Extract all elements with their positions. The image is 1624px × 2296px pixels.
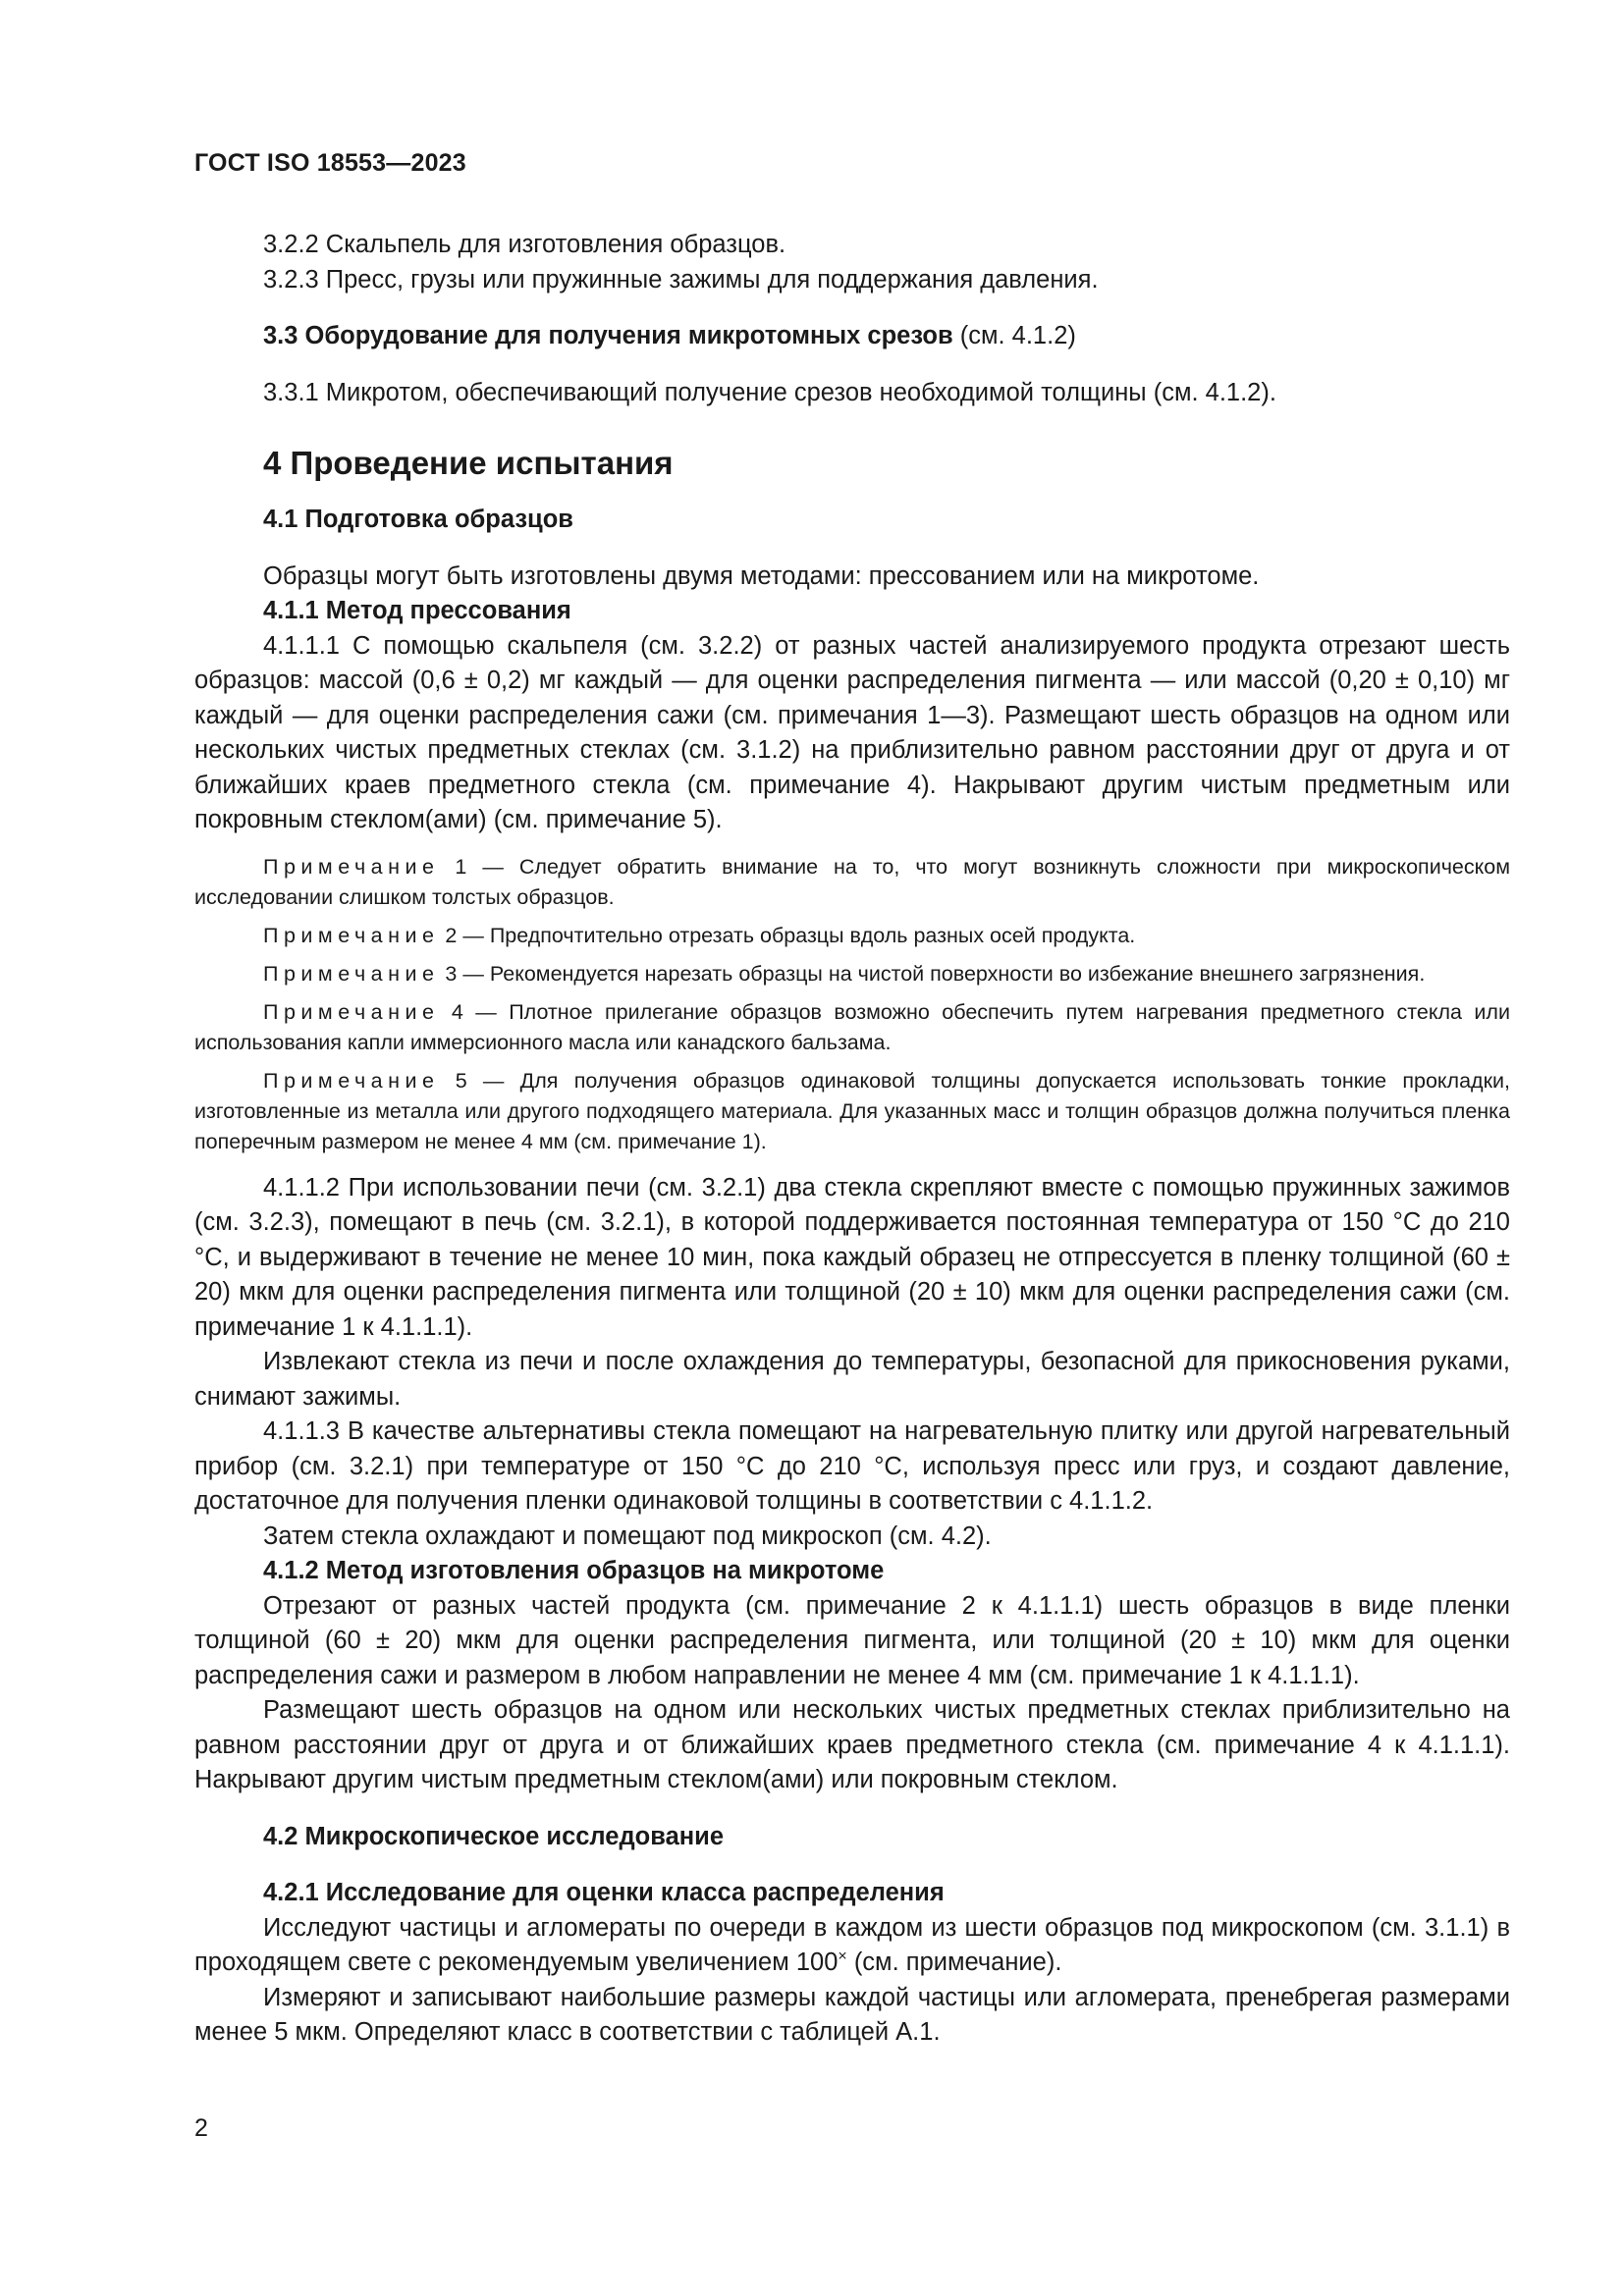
magnification-sign: × (838, 1948, 847, 1965)
standard-header: ГОСТ ISO 18553—2023 (194, 149, 466, 177)
page-content (194, 228, 1510, 2051)
section-4-2-heading: 4.2 Микроскопическое исследование (263, 1822, 725, 1850)
paragraph-3-2-2: 3.2.2 Скальпель для изготовления образцов. (263, 231, 786, 258)
section-4-heading: 4 Проведение испытания (263, 445, 674, 481)
note-4: Примечание 4 — Плотное прилегание образцов возможно обеспечить путем нагревания предметного стекла или использования капли иммерсионного масла или канадского бальзама. (194, 999, 1510, 1054)
note-3: Примечание 3 — Рекомендуется нарезать образцы на чистой поверхности во избежание внешнего загрязнения. (263, 961, 1426, 986)
paragraph-4-2-1-a: Исследуют частицы и агломераты по очереди в каждом из шести образцов под микроскопом (см. 3.1.1) в проходящем свете с рекомендуемым увеличением 100× (см. примечание). (194, 1913, 1510, 1976)
note-label: Примечание (263, 1068, 440, 1093)
paragraph-4-1-2-b: Размещают шесть образцов на одном или нескольких чистых предметных стеклах приблизительно на равном расстоянии друг от друга и от ближайших краев предметного стекла (см. примечание 4 к 4.1.1.1). Накрывают другим чистым предметным стеклом(ами) или покровным стеклом. (194, 1696, 1510, 1793)
note-label: Примечание (263, 999, 440, 1024)
note-label: Примечание (263, 923, 440, 947)
section-3-3-title: 3.3 Оборудование для получения микротомных срезов (263, 322, 953, 349)
paragraph-3-3-1: 3.3.1 Микротом, обеспечивающий получение срезов необходимой толщины (см. 4.1.2). (263, 378, 1276, 406)
paragraph-4-1-2-a: Отрезают от разных частей продукта (см. примечание 2 к 4.1.1.1) шесть образцов в виде пленки толщиной (60 ± 20) мкм для оценки распределения пигмента, или толщиной (20 ± 10) мкм для оценки распределения сажи и размером в любом направлении не менее 4 мм (см. примечание 1 к 4.1.1.1). (194, 1591, 1510, 1689)
section-4-1-heading: 4.1 Подготовка образцов (263, 506, 573, 533)
paragraph-4-1-1-3: 4.1.1.3 В качестве альтернативы стекла помещают на нагревательную плитку или другой нагревательный прибор (см. 3.2.1) при температуре от 150 °С до 210 °С, используя пресс или груз, и создают давление, достаточное для получения пленки одинаковой толщины в соответствии с 4.1.1.2. (194, 1417, 1510, 1515)
paragraph-4-1: Образцы могут быть изготовлены двумя методами: прессованием или на микротоме. (263, 561, 1260, 590)
note-1: Примечание 1 — Следует обратить внимание на то, что могут возникнуть сложности при микроскопическом исследовании слишком толстых образцов. (194, 854, 1510, 909)
paragraph-4-1-1-2: 4.1.1.2 При использовании печи (см. 3.2.1) два стекла скрепляют вместе с помощью пружинных зажимов (см. 3.2.3), помещают в печь (см. 3.2.1), в которой поддерживается постоянная температура от 150 °С до 210 °С, и выдерживают в течение не менее 10 мин, пока каждый образец не отпрессуется в пленку толщиной (60 ± 20) мкм для оценки распределения пигмента или толщиной (20 ± 10) мкм для оценки распределения сажи (см. примечание 1 к 4.1.1.1). (194, 1173, 1510, 1341)
paragraph-4-2-1-b: Измеряют и записывают наибольшие размеры каждой частицы или агломерата, пренебрегая размерами менее 5 мкм. Определяют класс в соответствии с таблицей А.1. (194, 1983, 1510, 2046)
note-label: Примечание (263, 854, 440, 879)
section-4-2-1-heading: 4.2.1 Исследование для оценки класса распределения (263, 1879, 945, 1906)
section-3-3-heading (194, 319, 1510, 354)
note-5: Примечание 5 — Для получения образцов одинаковой толщины допускается использовать тонкие прокладки, изготовленные из металла или другого подходящего материала. Для указанных масс и толщин образцов должна получиться пленка поперечным размером не менее 4 мм (см. примечание 1). (194, 1068, 1510, 1153)
paragraph-4-1-1-1: 4.1.1.1 С помощью скальпеля (см. 3.2.2) от разных частей анализируемого продукта отрезают шесть образцов: массой (0,6 ± 0,2) мг каждый — для оценки распределения пигмента — или массой (0,20 ± 0,10) мг каждый — для оценки распределения сажи (см. примечания 1—3). Размещают шесть образцов на одном или нескольких чистых предметных стеклах (см. 3.1.2) на приблизительно равном расстоянии друг от друга и от ближайших краев предметного стекла (см. примечание 4). Накрывают другим чистым предметным или покровным стеклом(ами) (см. примечание 5). (194, 631, 1510, 833)
section-4-1-1-heading: 4.1.1 Метод прессования (263, 597, 571, 624)
section-3-3-ref: (см. 4.1.2) (952, 322, 1076, 349)
page-number: 2 (194, 2114, 208, 2142)
paragraph-4-1-1-3-continued: Затем стекла охлаждают и помещают под микроскоп (см. 4.2). (263, 1522, 992, 1550)
section-4-1-2-heading: 4.1.2 Метод изготовления образцов на микротоме (263, 1557, 885, 1584)
note-2: Примечание 2 — Предпочтительно отрезать образцы вдоль разных осей продукта. (263, 923, 1136, 947)
paragraph-4-1-1-2-continued: Извлекают стекла из печи и после охлаждения до температуры, безопасной для прикосновения руками, снимают зажимы. (194, 1348, 1510, 1411)
paragraph-3-2-3: 3.2.3 Пресс, грузы или пружинные зажимы для поддержания давления. (263, 265, 1099, 294)
note-label: Примечание (263, 961, 440, 986)
